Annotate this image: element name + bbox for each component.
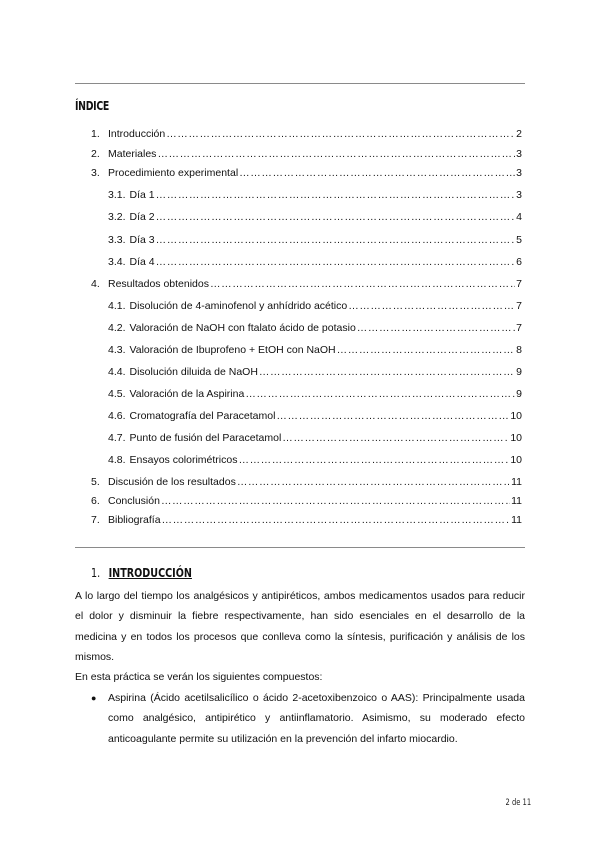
toc-entry-label: Cromatografía del Paracetamol [129,410,276,422]
toc-entry[interactable] [91,147,522,161]
dot-leader [156,210,516,224]
dot-leader [156,255,516,269]
dot-leader [157,147,515,161]
toc-entry-label: Día 3 [129,234,155,246]
toc-entry-label: Valoración de la Aspirina [129,388,245,400]
toc-entry-number: 4.8. [108,454,126,466]
dot-leader [337,343,516,357]
page-number: 2 de 11 [505,798,531,808]
toc-entry[interactable] [108,255,522,269]
toc-entry[interactable] [91,127,522,141]
toc-entry-number: 6. [91,495,100,507]
dot-leader [357,321,515,335]
toc-entry[interactable] [108,409,522,423]
toc-entry-number: 5. [91,476,100,488]
dot-leader [166,127,515,141]
toc-entry[interactable] [108,233,522,247]
toc-entry[interactable] [108,210,522,224]
top-divider [75,83,525,84]
intro-paragraph: A lo largo del tiempo los analgésicos y antipiréticos, ambos medicamentos usados para reducir el dolor y disminuir la fiebre respectivamente, han sido esenciales en el desarrollo de la medicina y en todos los procesos que conlleva como la síntesis, purificación y análisis de los mismos. [75,590,525,663]
toc-entry-number: 3. [91,167,100,179]
dot-leader [282,431,509,445]
toc-entry-page: 10 [510,454,522,466]
toc-entry[interactable] [91,475,522,489]
toc-entry-label: Materiales [108,148,157,160]
toc-entry-label: Procedimiento experimental [108,167,239,179]
toc-entry-label: Discusión de los resultados [108,476,236,488]
section-heading [91,566,192,580]
toc-entry-label: Día 4 [129,256,155,268]
toc-entry-page: 7 [516,278,522,290]
toc-entry-number: 1. [91,128,100,140]
toc-entry-label: Ensayos colorimétricos [129,454,238,466]
dot-leader [210,277,515,291]
toc-entry[interactable] [108,431,522,445]
toc-entry-page: 5 [516,234,522,246]
toc-entry-number: 4.6. [108,410,126,422]
toc-entry-page: 4 [516,211,522,223]
dot-leader [161,494,510,508]
toc-entry[interactable] [108,188,522,202]
dot-leader [162,513,511,527]
toc-entry[interactable] [108,453,522,467]
toc-entry-number: 4.1. [108,300,126,312]
toc-entry-number: 3.2. [108,211,126,223]
dot-leader [245,387,515,401]
dot-leader [348,299,515,313]
section-divider [75,547,525,548]
toc-entry-number: 7. [91,514,100,526]
toc-entry-number: 4.4. [108,366,126,378]
toc-entry-number: 4.5. [108,388,126,400]
list-item [91,688,525,749]
toc-entry-label: Conclusión [108,495,160,507]
toc-entry-number: 3.1. [108,189,126,201]
index-title: ÍNDICE [75,99,109,113]
bullet-icon: ● [91,693,97,703]
dot-leader [238,453,509,467]
toc-entry-number: 3.4. [108,256,126,268]
toc-entry-label: Disolución diluida de NaOH [129,366,258,378]
toc-entry-page: 10 [510,432,522,444]
toc-entry-label: Introducción [108,128,166,140]
toc-entry-label: Día 2 [129,211,155,223]
toc-entry-page: 9 [516,388,522,400]
toc-entry-page: 3 [516,189,522,201]
toc-entry[interactable] [108,299,522,313]
toc-entry-label: Disolución de 4-aminofenol y anhídrido acético [129,300,348,312]
toc-entry-page: 2 [516,128,522,140]
toc-entry-page: 7 [516,322,522,334]
list-item-text: Aspirina (Ácido acetilsalicílico o ácido 2-acetoxibenzoico o AAS): Principalmente usada como analgésico, antipirético y antiinflamatorio. Asimismo, su moderado efecto anticoagulante permite su utilización en la prevención del infarto miocardio. [108,692,525,745]
toc-entry[interactable] [108,321,522,335]
toc-entry-page: 6 [516,256,522,268]
toc-entry[interactable] [108,365,522,379]
toc-entry-number: 4.2. [108,322,126,334]
dot-leader [259,365,515,379]
toc-entry-label: Resultados obtenidos [108,278,209,290]
toc-entry-label: Valoración de Ibuprofeno + EtOH con NaOH [129,344,336,356]
toc-entry-label: Punto de fusión del Paracetamol [129,432,282,444]
toc-entry[interactable] [108,387,522,401]
dot-leader [239,166,515,180]
section-title: INTRODUCCIÓN [108,566,192,580]
toc-entry-page: 3 [516,148,522,160]
dot-leader [276,409,509,423]
toc-entry-label: Valoración de NaOH con ftalato ácido de potasio [129,322,356,334]
toc-entry-number: 4.7. [108,432,126,444]
toc-entry-number: 4.3. [108,344,126,356]
section-number: 1. [91,566,101,580]
toc-entry-label: Bibliografía [108,514,161,526]
toc-entry-page: 9 [516,366,522,378]
toc-entry-page: 3 [516,167,522,179]
compounds-intro-paragraph: En esta práctica se verán los siguientes compuestos: [75,671,323,683]
toc-entry-number: 4. [91,278,100,290]
toc-entry[interactable] [91,277,522,291]
dot-leader [237,475,510,489]
toc-entry-number: 3.3. [108,234,126,246]
toc-entry-page: 11 [511,514,522,526]
dot-leader [156,188,516,202]
toc-entry[interactable] [91,513,522,527]
toc-entry-page: 8 [516,344,522,356]
toc-entry[interactable] [108,343,522,357]
toc-entry-page: 11 [511,476,522,488]
toc-entry-label: Día 1 [129,189,155,201]
toc-entry-page: 10 [510,410,522,422]
toc-entry-page: 7 [516,300,522,312]
toc-entry-page: 11 [511,495,522,507]
toc-entry[interactable] [91,166,522,180]
toc-entry-number: 2. [91,148,100,160]
toc-entry[interactable] [91,494,522,508]
dot-leader [156,233,516,247]
